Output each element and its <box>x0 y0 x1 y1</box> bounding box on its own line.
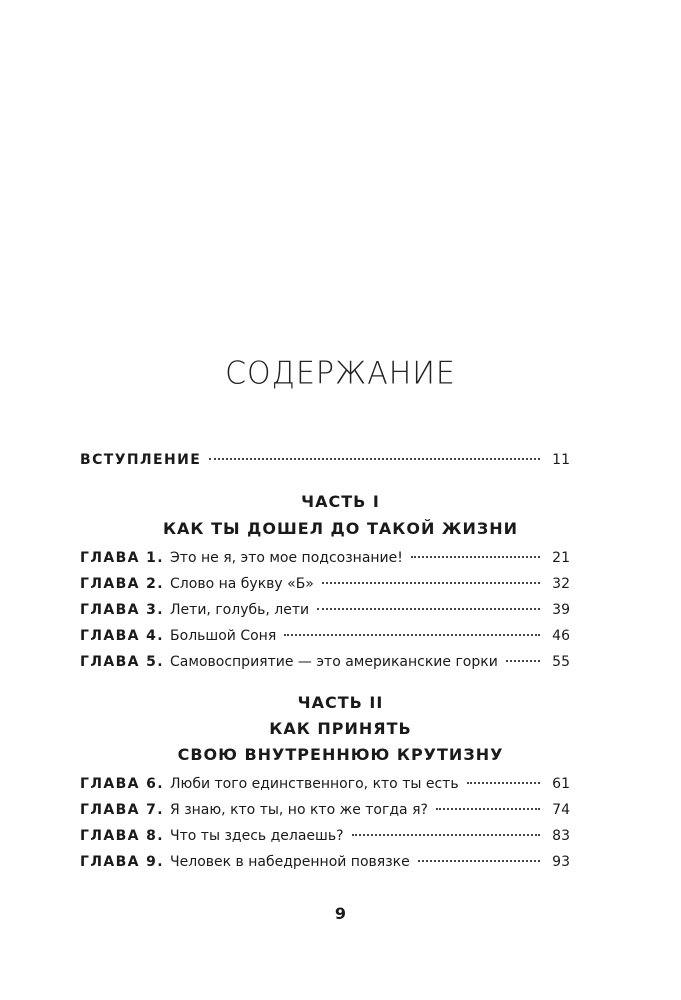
toc-label: ГЛАВА 4. <box>80 628 165 644</box>
toc-row-chapter-4[interactable] <box>80 628 570 652</box>
toc-title: Что ты здесь делаешь? <box>170 828 344 844</box>
toc-label: ГЛАВА 8. <box>80 828 165 844</box>
toc-page-number: 55 <box>552 654 570 670</box>
toc-label: ГЛАВА 6. <box>80 776 165 792</box>
toc-page-number: 32 <box>552 576 570 592</box>
part-subtitle: КАК ТЫ ДОШЕЛ ДО ТАКОЙ ЖИЗНИ <box>162 519 519 538</box>
part-subtitle: КАК ПРИНЯТЬ <box>269 719 412 738</box>
toc-title: Люби того единственного, кто ты есть <box>170 776 459 792</box>
toc-row-chapter-2[interactable] <box>80 576 570 600</box>
toc-title: Самовосприятие — это американские горки <box>170 654 498 670</box>
toc-label: ГЛАВА 1. <box>80 550 165 566</box>
toc-row-chapter-9[interactable] <box>80 854 570 878</box>
dot-leader <box>506 660 540 662</box>
page-title: СОДЕРЖАНИЕ <box>225 355 456 392</box>
part-subtitle: СВОЮ ВНУТРЕННЮЮ КРУТИЗНУ <box>177 745 504 764</box>
dot-leader <box>467 782 540 784</box>
toc-row-chapter-6[interactable] <box>80 776 570 800</box>
toc-row-chapter-8[interactable] <box>80 828 570 852</box>
toc-title: Человек в набедренной повязке <box>170 854 410 870</box>
page-number: 9 <box>334 904 347 923</box>
toc-page-number: 61 <box>552 776 570 792</box>
part-heading: ЧАСТЬ I <box>301 492 380 511</box>
toc-page-number: 74 <box>552 802 570 818</box>
dot-leader <box>352 834 540 836</box>
toc-title: Большой Соня <box>170 628 277 644</box>
toc-title: Лети, голубь, лети <box>170 602 310 618</box>
dot-leader <box>322 582 540 584</box>
toc-title: Я знаю, кто ты, но кто же тогда я? <box>170 802 428 818</box>
toc-row-chapter-5[interactable] <box>80 654 570 678</box>
toc-label: ГЛАВА 3. <box>80 602 165 618</box>
toc-page-number: 46 <box>552 628 570 644</box>
toc-title: Слово на букву «Б» <box>170 576 314 592</box>
toc-label: ГЛАВА 5. <box>80 654 165 670</box>
toc-row-chapter-1[interactable] <box>80 550 570 574</box>
toc-title: Это не я, это мое подсознание! <box>170 550 403 566</box>
toc-row-chapter-7[interactable] <box>80 802 570 826</box>
dot-leader <box>411 556 540 558</box>
dot-leader <box>317 608 540 610</box>
toc-page-number: 83 <box>552 828 570 844</box>
dot-leader <box>418 860 540 862</box>
toc-label: ГЛАВА 7. <box>80 802 165 818</box>
part-heading: ЧАСТЬ II <box>297 693 384 712</box>
toc-page-number: 93 <box>552 854 570 870</box>
dot-leader <box>284 634 540 636</box>
dot-leader <box>436 808 540 810</box>
toc-row-intro[interactable] <box>80 452 570 476</box>
toc-page-number: 21 <box>552 550 570 566</box>
toc-row-chapter-3[interactable] <box>80 602 570 626</box>
toc-label: ГЛАВА 2. <box>80 576 165 592</box>
toc-label: ГЛАВА 9. <box>80 854 165 870</box>
toc-label: ВСТУПЛЕНИЕ <box>80 452 202 468</box>
toc-page-number: 11 <box>552 452 570 468</box>
toc-page-number: 39 <box>552 602 570 618</box>
dot-leader <box>209 458 540 460</box>
